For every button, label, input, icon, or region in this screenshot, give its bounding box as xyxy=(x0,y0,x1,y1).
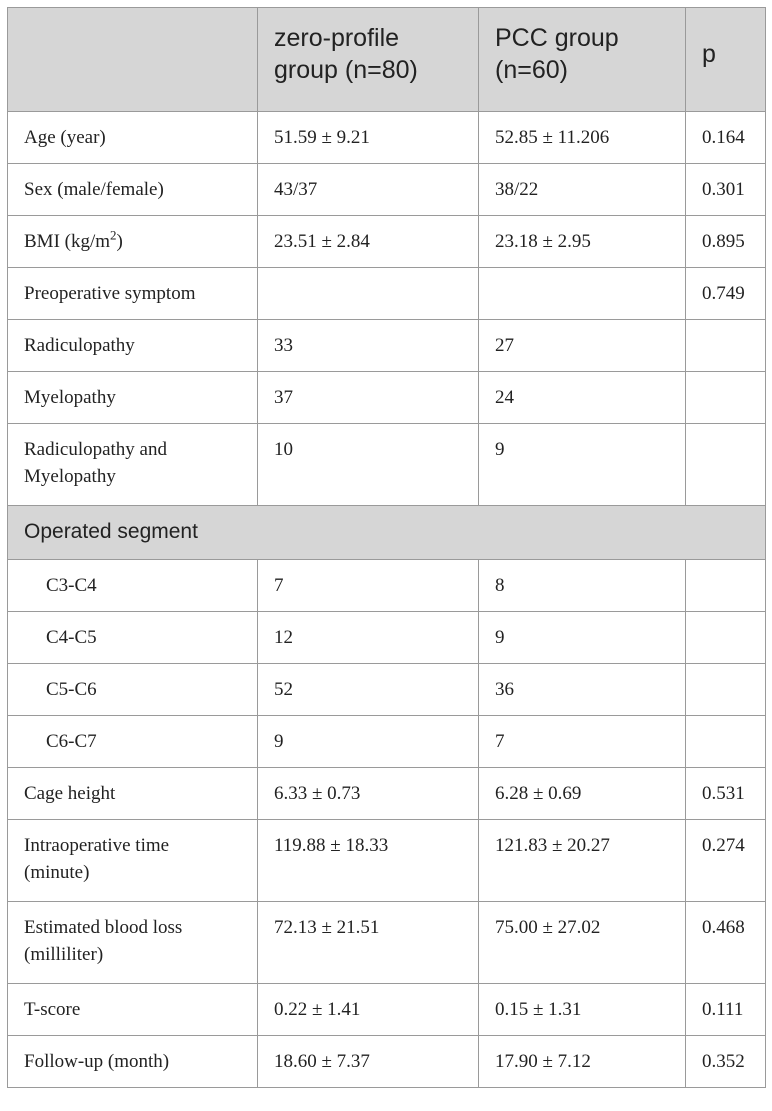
table-row xyxy=(8,1036,766,1088)
table-row xyxy=(8,424,766,506)
pcc-value: 24 xyxy=(479,372,686,424)
pcc-value: 36 xyxy=(479,664,686,716)
header-p-value: p xyxy=(686,8,766,112)
p-value: 0.274 xyxy=(686,820,766,902)
table-row xyxy=(8,664,766,716)
table-row xyxy=(8,268,766,320)
row-label-text: Radiculopathy and Myelopathy xyxy=(24,439,167,487)
segment-label: C5-C6 xyxy=(8,664,258,716)
header-zero-profile-text: zero-profile group (n=80) xyxy=(274,24,418,84)
header-pcc-group xyxy=(479,8,686,112)
header-pcc-text: PCC group (n=60) xyxy=(495,24,619,84)
row-label xyxy=(8,424,258,506)
row-label-text: Estimated blood loss (milliliter) xyxy=(24,917,183,965)
table-row xyxy=(8,612,766,664)
segment-label: C3-C4 xyxy=(8,560,258,612)
header-empty-cell xyxy=(8,8,258,112)
pcc-value: 75.00 ± 27.02 xyxy=(479,902,686,984)
table-row xyxy=(8,372,766,424)
p-value: 0.749 xyxy=(686,268,766,320)
pcc-value: 121.83 ± 20.27 xyxy=(479,820,686,902)
zero-profile-value: 0.22 ± 1.41 xyxy=(258,984,479,1036)
row-label: Radiculopathy xyxy=(8,320,258,372)
p-value xyxy=(686,372,766,424)
table-row xyxy=(8,820,766,902)
zero-profile-value: 119.88 ± 18.33 xyxy=(258,820,479,902)
p-value xyxy=(686,664,766,716)
zero-profile-value xyxy=(258,268,479,320)
row-label-text: Intraoperative time (minute) xyxy=(24,835,170,883)
section-heading: Operated segment xyxy=(8,506,766,560)
row-label xyxy=(8,216,258,268)
p-value: 0.111 xyxy=(686,984,766,1036)
zero-profile-value: 18.60 ± 7.37 xyxy=(258,1036,479,1088)
pcc-value: 27 xyxy=(479,320,686,372)
table-row xyxy=(8,560,766,612)
pcc-value: 52.85 ± 11.206 xyxy=(479,112,686,164)
segment-label: C6-C7 xyxy=(8,716,258,768)
zero-profile-value: 10 xyxy=(258,424,479,506)
row-label xyxy=(8,820,258,902)
zero-profile-value: 6.33 ± 0.73 xyxy=(258,768,479,820)
row-label: Age (year) xyxy=(8,112,258,164)
pcc-value: 6.28 ± 0.69 xyxy=(479,768,686,820)
section-row xyxy=(8,506,766,560)
p-value xyxy=(686,560,766,612)
pcc-value: 9 xyxy=(479,424,686,506)
pcc-value: 17.90 ± 7.12 xyxy=(479,1036,686,1088)
row-label: Preoperative symptom xyxy=(8,268,258,320)
pcc-value: 38/22 xyxy=(479,164,686,216)
p-value: 0.164 xyxy=(686,112,766,164)
zero-profile-value: 51.59 ± 9.21 xyxy=(258,112,479,164)
bmi-label-close: ) xyxy=(116,231,123,252)
header-row xyxy=(8,8,766,112)
p-value: 0.468 xyxy=(686,902,766,984)
row-label: Myelopathy xyxy=(8,372,258,424)
table-row xyxy=(8,216,766,268)
row-label xyxy=(8,902,258,984)
row-label: T-score xyxy=(8,984,258,1036)
table-row xyxy=(8,320,766,372)
pcc-value: 23.18 ± 2.95 xyxy=(479,216,686,268)
segment-label: C4-C5 xyxy=(8,612,258,664)
p-value xyxy=(686,716,766,768)
zero-profile-value: 72.13 ± 21.51 xyxy=(258,902,479,984)
zero-profile-value: 43/37 xyxy=(258,164,479,216)
p-value xyxy=(686,612,766,664)
row-label: Sex (male/female) xyxy=(8,164,258,216)
p-value: 0.301 xyxy=(686,164,766,216)
table-row xyxy=(8,768,766,820)
row-label: Follow-up (month) xyxy=(8,1036,258,1088)
characteristics-table xyxy=(7,7,766,1088)
p-value xyxy=(686,424,766,506)
p-value: 0.895 xyxy=(686,216,766,268)
bmi-superscript: 2 xyxy=(110,227,117,243)
table-row xyxy=(8,112,766,164)
table-row xyxy=(8,716,766,768)
zero-profile-value: 23.51 ± 2.84 xyxy=(258,216,479,268)
pcc-value: 0.15 ± 1.31 xyxy=(479,984,686,1036)
p-value xyxy=(686,320,766,372)
table-row xyxy=(8,902,766,984)
zero-profile-value: 52 xyxy=(258,664,479,716)
pcc-value: 8 xyxy=(479,560,686,612)
pcc-value: 9 xyxy=(479,612,686,664)
zero-profile-value: 12 xyxy=(258,612,479,664)
row-label: Cage height xyxy=(8,768,258,820)
zero-profile-value: 33 xyxy=(258,320,479,372)
bmi-label: BMI (kg/m xyxy=(24,231,111,252)
p-value: 0.352 xyxy=(686,1036,766,1088)
table-row xyxy=(8,984,766,1036)
header-zero-profile-group xyxy=(258,8,479,112)
table-row xyxy=(8,164,766,216)
zero-profile-value: 7 xyxy=(258,560,479,612)
pcc-value xyxy=(479,268,686,320)
zero-profile-value: 9 xyxy=(258,716,479,768)
p-value: 0.531 xyxy=(686,768,766,820)
zero-profile-value: 37 xyxy=(258,372,479,424)
pcc-value: 7 xyxy=(479,716,686,768)
